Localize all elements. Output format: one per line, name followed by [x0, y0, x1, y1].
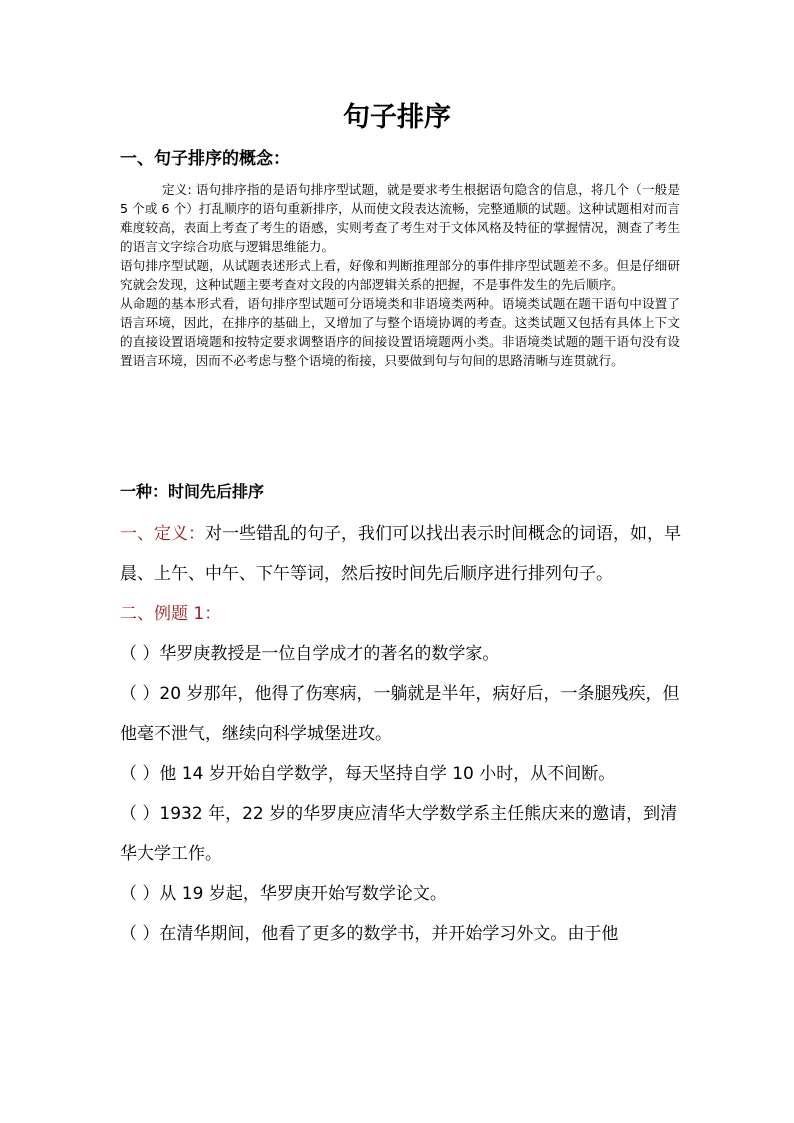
list-item: （ ）1932 年，22 岁的华罗庚应清华大学数学系主任熊庆来的邀请，到清华大学工作。: [120, 804, 678, 864]
list-item: （ ）从 19 岁起，华罗庚开始写数学论文。: [120, 884, 447, 904]
time-definition-paragraph: [120, 514, 686, 594]
time-definition-text: 对一些错乱的句子，我们可以找出表示时间概念的词语，如，早晨、上午、中午、下午等词，然后按时间先后顺序进行排列句子。: [120, 524, 681, 584]
list-item: （ ）他 14 岁开始自学数学，每天坚持自学 10 小时，从不间断。: [120, 764, 616, 784]
section-heading-time-order: 一种：时间先后排序: [120, 482, 265, 501]
list-item: （ ）20 岁那年，他得了伤寒病，一躺就是半年，病好后，一条腿残疾，但他毫不泄气，继续向科学城堡进攻。: [120, 684, 680, 744]
list-item: （ ）在清华期间，他看了更多的数学书，并开始学习外文。由于他: [120, 924, 619, 944]
paragraph-2: 语句排序型试题，从试题表述形式上看，好像和判断推理部分的事件排序型试题差不多。但是仔细研究就会发现，这种试题主要考查对文段的内部逻辑关系的把握，不是事件发生的先后顺序。: [120, 258, 680, 292]
definition-label: 定义:: [162, 182, 192, 197]
example-label: 二、例题 1：: [120, 604, 222, 624]
list-item: （ ）华罗庚教授是一位自学成才的著名的数学家。: [120, 644, 500, 664]
time-definition-label: 一、定义：: [120, 524, 205, 544]
page-title: 句子排序: [343, 102, 451, 133]
concept-text-block: [120, 180, 680, 370]
paragraph-3: 从命题的基本形式看，语句排序型试题可分语境类和非语境类两种。语境类试题在题干语句中设置了语言环境，因此，在排序的基础上，又增加了与整个语境协调的考查。这类试题又包括有具体上下文的直接设置语境题和按特定要求调整语序的间接设置语境题两小类。非语境类试题的题干语句没有设置语言环境，因而不必考虑与整个语境的衔接，只要做到句与句间的思路清晰与连贯就行。: [120, 296, 680, 368]
definition-paragraph: [120, 180, 680, 256]
definition-text: 语句排序指的是语句排序型试题，就是要求考生根据语句隐含的信息，将几个（一般是 5 个或 6 个）打乱顺序的语句重新排序，从而使文段表达流畅，完整通顺的试题。这种试题相对而言难度较高，表面上考查了考生的语感，实则考查了考生对于文体风格及特征的掌握情况，测查了考生的语言文字综合功底与逻辑思维能力。: [120, 182, 680, 254]
section-heading-concept: 一、句子排序的概念：: [120, 149, 290, 169]
time-order-block: [120, 514, 686, 954]
